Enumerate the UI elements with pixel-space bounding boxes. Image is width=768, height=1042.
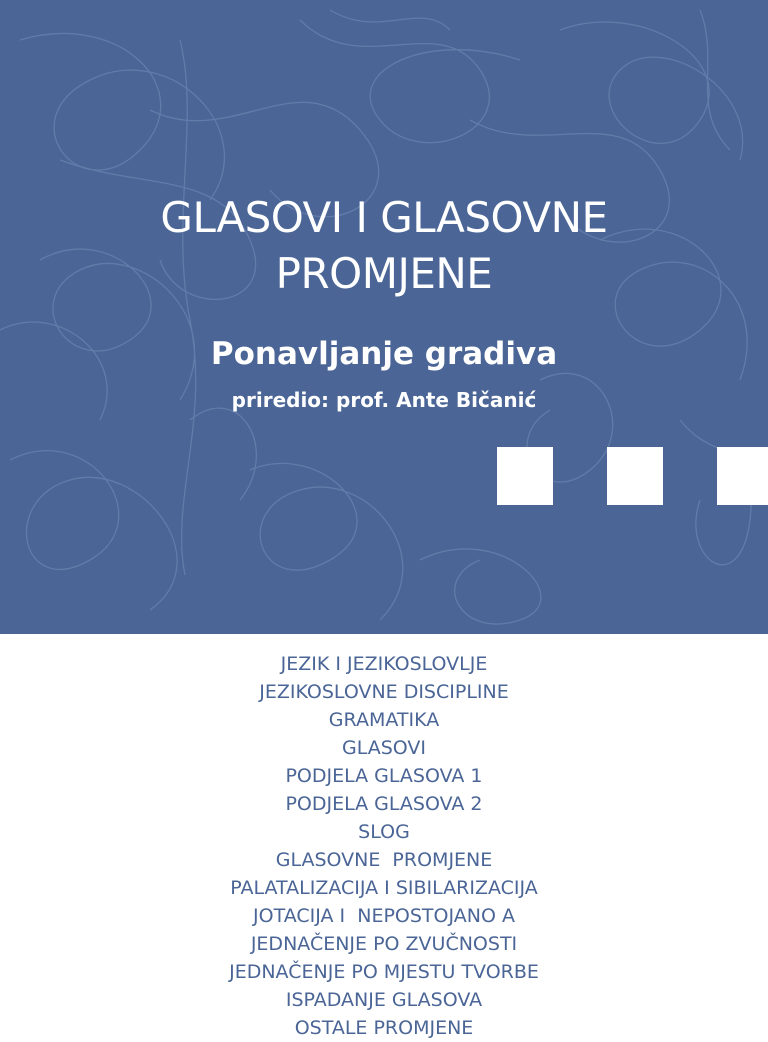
toc-item[interactable]: PODJELA GLASOVA 1 — [285, 765, 483, 787]
decorative-square-3 — [717, 447, 768, 505]
toc-item[interactable]: JEZIKOSLOVNE DISCIPLINE — [259, 681, 509, 703]
toc-item[interactable]: JOTACIJA I NEPOSTOJANO A — [253, 905, 515, 927]
title-line-1: GLASOVI I GLASOVNE — [160, 193, 608, 242]
decorative-square-1 — [497, 447, 553, 505]
toc-item[interactable]: GRAMATIKA — [328, 709, 440, 731]
toc-item[interactable]: PODJELA GLASOVA 2 — [285, 793, 483, 815]
title-line-2: PROMJENE — [275, 249, 493, 298]
slide-author: priredio: prof. Ante Bičanić — [231, 388, 537, 412]
toc-item[interactable]: SLOG — [358, 821, 410, 843]
toc-item[interactable]: OSTALE PROMJENE — [294, 1017, 474, 1039]
slide-title — [0, 190, 768, 302]
slide-subtitle: Ponavljanje gradiva — [210, 336, 558, 372]
toc-item[interactable]: GLASOVNE PROMJENE — [275, 849, 493, 871]
toc-item[interactable]: JEZIK I JEZIKOSLOVLJE — [280, 653, 488, 675]
toc-item[interactable]: JEDNAČENJE PO MJESTU TVORBE — [229, 961, 539, 983]
toc-item[interactable]: ISPADANJE GLASOVA — [285, 989, 483, 1011]
toc-item[interactable]: PALATALIZACIJA I SIBILARIZACIJA — [230, 877, 538, 899]
table-of-contents — [0, 650, 768, 1042]
decorative-square-2 — [607, 447, 663, 505]
toc-item[interactable]: GLASOVI — [341, 737, 427, 759]
toc-item[interactable]: JEDNAČENJE PO ZVUČNOSTI — [250, 933, 518, 955]
